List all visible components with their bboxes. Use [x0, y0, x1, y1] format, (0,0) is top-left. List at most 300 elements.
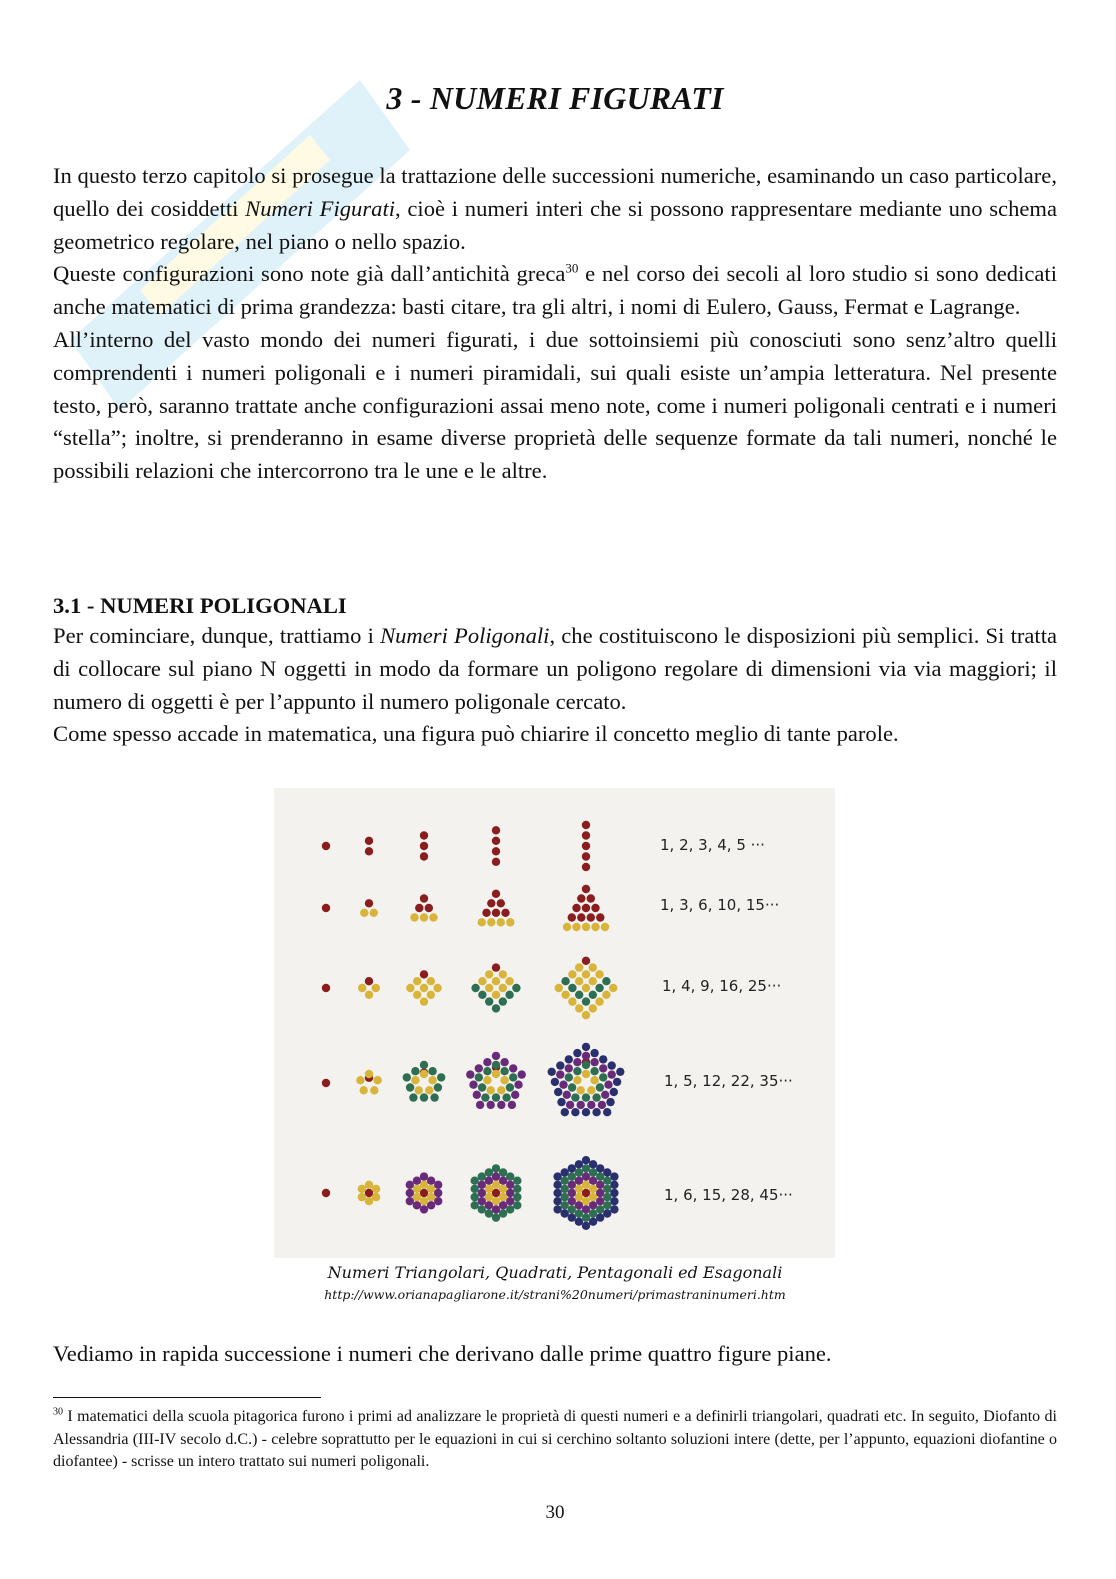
pentagon-dot: [411, 1067, 419, 1075]
sequence-label-triangular: 1, 3, 6, 10, 15···: [660, 896, 780, 914]
hexagon-dot: [420, 1181, 428, 1189]
pentagon-dot: [599, 1064, 607, 1072]
square-dot: [420, 984, 428, 992]
triangular-dot: [478, 918, 486, 926]
triangular-dot: [420, 913, 428, 921]
hexagon-dot: [372, 1193, 380, 1201]
hexagon-dot: [499, 1201, 507, 1209]
square-dot: [575, 991, 583, 999]
pentagon-dot: [492, 1070, 500, 1078]
pentagon-dot: [573, 1049, 581, 1057]
pentagon-dot: [360, 1086, 368, 1094]
pentagon-dot: [601, 1091, 609, 1099]
square-dot: [582, 1011, 590, 1019]
triangular-dot: [492, 909, 500, 917]
pentagon-dot: [356, 1076, 364, 1084]
hexagon-dot: [561, 1209, 569, 1217]
polygonal-dots-illustration: [274, 788, 835, 1258]
triangular-dot: [497, 918, 505, 926]
pentagon-dot: [492, 1052, 500, 1060]
pentagon-dot: [511, 1091, 519, 1099]
hexagon-dot: [358, 1193, 366, 1201]
square-dot: [365, 991, 373, 999]
pentagon-dot: [565, 1055, 573, 1063]
triangular-dot: [587, 894, 595, 902]
hexagon-dot: [582, 1181, 590, 1189]
square-dot: [485, 984, 493, 992]
pentagon-dot: [571, 1093, 579, 1101]
triangular-dot: [582, 885, 590, 893]
hexagon-dot: [603, 1209, 611, 1217]
hexagon-dot: [582, 1189, 590, 1197]
square-dot: [433, 984, 441, 992]
square-dot: [561, 991, 569, 999]
pentagon-dot: [596, 1083, 604, 1091]
hexagon-dot: [478, 1181, 486, 1189]
sequence-label-linear: 1, 2, 3, 4, 5 ···: [660, 836, 765, 854]
hexagon-dot: [603, 1193, 611, 1201]
square-dot: [568, 997, 576, 1005]
triangular-dot: [506, 918, 514, 926]
linear-dot: [420, 842, 428, 850]
hexagon-dot: [513, 1177, 521, 1185]
pentagon-dot: [563, 1091, 571, 1099]
pentagon-dot: [475, 1064, 483, 1072]
triangular-dot: [591, 923, 599, 931]
square-dot: [589, 977, 597, 985]
triangular-dot: [568, 913, 576, 921]
hexagon-dot: [575, 1177, 583, 1185]
hexagon-dot: [513, 1193, 521, 1201]
hexagon-dot: [596, 1205, 604, 1213]
hexagon-dot: [575, 1218, 583, 1226]
hexagon-dot: [596, 1189, 604, 1197]
linear-dot: [582, 842, 590, 850]
chapter-intro: [53, 160, 1057, 488]
pentagon-dot: [590, 1067, 598, 1075]
pentagon-dot: [518, 1070, 526, 1078]
sequence-label-pentagonal: 1, 5, 12, 22, 35···: [664, 1072, 793, 1090]
pentagon-dot: [587, 1101, 595, 1109]
pentagon-dot: [437, 1073, 445, 1081]
hexagon-dot: [568, 1181, 576, 1189]
pentagon-dot: [582, 1108, 590, 1116]
triangular-dot: [596, 913, 604, 921]
triangular-dot: [601, 923, 609, 931]
pentagon-dot: [568, 1083, 576, 1091]
linear-dot: [322, 842, 330, 850]
linear-dot: [420, 852, 428, 860]
linear-dot: [582, 831, 590, 839]
hexagon-dot: [568, 1205, 576, 1213]
pentagon-dot: [556, 1070, 564, 1078]
hexagon-dot: [506, 1205, 514, 1213]
square-dot: [595, 984, 603, 992]
square-dot: [499, 984, 507, 992]
pentagon-dot: [592, 1108, 600, 1116]
pentagon-dot: [483, 1058, 491, 1066]
square-dot: [589, 1004, 597, 1012]
pentagon-dot: [500, 1058, 508, 1066]
square-dot: [492, 963, 500, 971]
square-dot: [485, 997, 493, 1005]
hexagon-dot: [471, 1185, 479, 1193]
square-dot: [492, 1004, 500, 1012]
pentagon-dot: [592, 1093, 600, 1101]
hexagon-dot: [420, 1205, 428, 1213]
square-dot: [358, 984, 366, 992]
triangular-dot: [492, 890, 500, 898]
hexagon-dot: [553, 1189, 561, 1197]
square-dot: [499, 970, 507, 978]
square-dot: [568, 970, 576, 978]
hexagon-dot: [492, 1197, 500, 1205]
pentagon-dot: [487, 1086, 495, 1094]
pentagon-dot: [577, 1086, 585, 1094]
pentagon-dot: [466, 1070, 474, 1078]
pentagon-dot: [428, 1076, 436, 1084]
hexagon-dot: [478, 1189, 486, 1197]
square-dot: [575, 1004, 583, 1012]
hexagon-dot: [603, 1168, 611, 1176]
square-dot: [505, 991, 513, 999]
hexagon-dot: [589, 1218, 597, 1226]
hexagon-dot: [610, 1189, 618, 1197]
square-dot: [420, 997, 428, 1005]
pentagon-dot: [582, 1070, 590, 1078]
hexagon-dot: [420, 1172, 428, 1180]
hexagon-dot: [471, 1193, 479, 1201]
pentagon-dot: [565, 1073, 573, 1081]
square-dot: [561, 977, 569, 985]
square-dot: [365, 977, 373, 985]
hexagon-dot: [568, 1172, 576, 1180]
pentagon-dot: [415, 1086, 423, 1094]
square-dot: [322, 984, 330, 992]
pentagon-dot: [420, 1093, 428, 1101]
figure-source-url[interactable]: http://www.orianapagliarone.it/strani%20numeri/primastraninumeri.htm: [324, 1287, 786, 1302]
triangular-dot: [420, 894, 428, 902]
hexagon-dot: [372, 1185, 380, 1193]
hexagon-dot: [513, 1201, 521, 1209]
hexagon-dot: [582, 1156, 590, 1164]
linear-dot: [365, 837, 373, 845]
pentagon-dot: [573, 1067, 581, 1075]
hexagon-dot: [499, 1193, 507, 1201]
linear-dot: [365, 847, 373, 855]
hexagon-dot: [553, 1197, 561, 1205]
triangular-dot: [572, 904, 580, 912]
hexagon-dot: [596, 1197, 604, 1205]
hexagon-dot: [610, 1172, 618, 1180]
triangular-dot: [487, 918, 495, 926]
hexagon-dot: [492, 1213, 500, 1221]
pentagon-dot: [608, 1070, 616, 1078]
square-dot: [427, 991, 435, 999]
square-dot: [589, 991, 597, 999]
hexagon-dot: [568, 1164, 576, 1172]
dot-patterns: [322, 821, 625, 1230]
section-heading: 3.1 - NUMERI POLIGONALI: [53, 593, 347, 618]
hexagon-dot: [561, 1193, 569, 1201]
pentagon-dot: [483, 1076, 491, 1084]
section-paragraph-2: Come spesso accade in matematica, una figura può chiarire il concetto meglio di tante parole.: [53, 721, 899, 747]
hexagon-dot: [582, 1164, 590, 1172]
square-dot: [492, 977, 500, 985]
triangular-dot: [577, 894, 585, 902]
pentagon-dot: [613, 1078, 621, 1086]
hexagon-dot: [582, 1213, 590, 1221]
footnote-reference[interactable]: 30: [565, 260, 579, 276]
pentagon-dot: [509, 1073, 517, 1081]
hexagon-dot: [553, 1172, 561, 1180]
hexagon-dot: [434, 1197, 442, 1205]
hexagon-dot: [561, 1177, 569, 1185]
linear-dot: [582, 852, 590, 860]
pentagon-dot: [469, 1081, 477, 1089]
pentagon-dot: [473, 1091, 481, 1099]
hexagon-dot: [485, 1185, 493, 1193]
triangular-dot: [497, 899, 505, 907]
pentagon-dot: [420, 1061, 428, 1069]
hexagon-dot: [506, 1181, 514, 1189]
hexagon-dot: [485, 1201, 493, 1209]
hexagon-dot: [499, 1177, 507, 1185]
square-dot: [582, 957, 590, 965]
hexagon-dot: [568, 1189, 576, 1197]
pentagon-dot: [428, 1067, 436, 1075]
hexagon-dot: [506, 1189, 514, 1197]
footnote: [53, 1406, 1057, 1474]
pentagon-dot: [587, 1086, 595, 1094]
linear-dot: [492, 826, 500, 834]
pentagon-dot: [606, 1098, 614, 1106]
hexagon-dot: [406, 1197, 414, 1205]
pentagon-dot: [506, 1083, 514, 1091]
triangular-dot: [429, 913, 437, 921]
hexagon-dot: [582, 1172, 590, 1180]
square-dot: [595, 997, 603, 1005]
square-dot: [582, 997, 590, 1005]
pentagon-dot: [370, 1086, 378, 1094]
square-dot: [499, 997, 507, 1005]
hexagon-dot: [499, 1168, 507, 1176]
pentagon-dot: [610, 1088, 618, 1096]
pentagon-dot: [582, 1043, 590, 1051]
hexagon-dot: [589, 1193, 597, 1201]
hexagon-dot: [553, 1205, 561, 1213]
pentagon-dot: [561, 1108, 569, 1116]
pentagon-dot: [409, 1093, 417, 1101]
footnote-marker: 30: [53, 1406, 63, 1418]
pentagon-dot: [365, 1070, 373, 1078]
hexagon-dot: [427, 1193, 435, 1201]
hexagon-dot: [427, 1177, 435, 1185]
pentagon-dot: [508, 1101, 516, 1109]
square-dot: [582, 970, 590, 978]
polygonal-numbers-figure: [274, 788, 835, 1258]
footnote-text: I matematici della scuola pitagorica furono i primi ad analizzare le proprietà di questi numeri e a definirli triangolari, quadrati etc. In seguito, Diofanto di Alessandria (III-IV secolo d.C.) - celebre soprattutto per le equazioni in cui si cerchino soltanto soluzioni intere (dette, per l’appunto, equazioni diofantine o diofantee) - scrisse un intero trattato sui numeri poligonali.: [53, 1408, 1058, 1470]
pentagon-dot: [599, 1073, 607, 1081]
hexagon-dot: [610, 1181, 618, 1189]
linear-dot: [582, 863, 590, 871]
hexagon-dot: [413, 1185, 421, 1193]
triangular-dot: [365, 899, 373, 907]
pentagon-dot: [502, 1093, 510, 1101]
pentagon-dot: [500, 1067, 508, 1075]
pentagon-dot: [573, 1076, 581, 1084]
pentagon-dot: [616, 1068, 624, 1076]
page-number: 30: [545, 1502, 565, 1523]
pentagon-dot: [557, 1098, 565, 1106]
hexagon-dot: [485, 1209, 493, 1217]
hexagon-dot: [420, 1189, 428, 1197]
pentagon-dot: [582, 1061, 590, 1069]
pentagon-dot: [582, 1052, 590, 1060]
pentagon-dot: [406, 1083, 414, 1091]
hexagon-dot: [413, 1201, 421, 1209]
square-dot: [413, 991, 421, 999]
triangular-dot: [587, 913, 595, 921]
square-dot: [602, 977, 610, 985]
hexagon-dot: [568, 1197, 576, 1205]
triangular-dot: [572, 923, 580, 931]
section-paragraph-1: Per cominciare, dunque, trattiamo i Numeri Poligonali, che costituiscono le disposizioni più semplici. Si tratta di collocare sul piano N oggetti in modo da formare un poligono regolare di dimensioni via via maggiori; il numero di oggetti è per l’appunto il numero poligonale cercato.: [53, 623, 1058, 714]
hexagon-dot: [589, 1201, 597, 1209]
hexagon-dot: [478, 1197, 486, 1205]
linear-dot: [492, 858, 500, 866]
pentagon-dot: [483, 1067, 491, 1075]
hexagon-dot: [478, 1205, 486, 1213]
section-body: [53, 620, 1057, 751]
sequence-label-hexagonal: 1, 6, 15, 28, 45···: [664, 1186, 793, 1204]
triangular-dot: [591, 904, 599, 912]
triangular-dot: [563, 923, 571, 931]
pentagon-dot: [492, 1061, 500, 1069]
hexagon-dot: [492, 1172, 500, 1180]
linear-dot: [582, 821, 590, 829]
square-dot: [512, 984, 520, 992]
hexagon-dot: [365, 1181, 373, 1189]
sequence-label-square: 1, 4, 9, 16, 25···: [662, 977, 782, 995]
pentagon-dot: [434, 1083, 442, 1091]
hexagon-dot: [603, 1177, 611, 1185]
hexagon-dot: [471, 1201, 479, 1209]
pentagon-dot: [411, 1076, 419, 1084]
triangular-dot: [360, 909, 368, 917]
square-dot: [575, 963, 583, 971]
emphasis-numeri-figurati: Numeri Figurati: [245, 195, 395, 221]
hexagon-dot: [499, 1185, 507, 1193]
figure-caption: Numeri Triangolari, Quadrati, Pentagonali ed Esagonali: [327, 1263, 783, 1282]
square-dot: [478, 991, 486, 999]
linear-dot: [420, 831, 428, 839]
pentagon-dot: [509, 1064, 517, 1072]
hexagon-dot: [513, 1185, 521, 1193]
triangular-dot: [370, 909, 378, 917]
hexagon-dot: [596, 1172, 604, 1180]
pentagon-dot: [475, 1073, 483, 1081]
pentagon-dot: [598, 1101, 606, 1109]
hexagon-dot: [596, 1213, 604, 1221]
hexagon-dot: [575, 1168, 583, 1176]
pentagon-dot: [492, 1093, 500, 1101]
hexagon-dot: [561, 1201, 569, 1209]
square-dot: [505, 977, 513, 985]
pentagon-dot: [566, 1101, 574, 1109]
hexagon-dot: [589, 1160, 597, 1168]
square-dot: [568, 984, 576, 992]
triangular-dot: [577, 913, 585, 921]
hexagon-dot: [492, 1205, 500, 1213]
pentagon-dot: [573, 1058, 581, 1066]
intro-paragraph-3: All’interno del vasto mondo dei numeri figurati, i due sottoinsiemi più conosciuti sono senz’altro quelli comprendenti i numeri poligonali e i numeri piramidali, sui quali esiste un’ampia letteratura. Nel presente testo, però, saranno trattate anche configurazioni assai meno note, come i numeri poligonali centrati e i numeri “stella”; inoltre, si prenderanno in esame diverse proprietà delle sequenze formate da tali numeri, nonché le possibili relazioni che intercorrono tra le une e le altre.: [53, 326, 1057, 484]
pentagon-dot: [571, 1108, 579, 1116]
hexagon-dot: [492, 1189, 500, 1197]
pentagon-dot: [420, 1070, 428, 1078]
hexagon-dot: [427, 1201, 435, 1209]
hexagon-dot: [358, 1185, 366, 1193]
pentagon-dot: [565, 1064, 573, 1072]
hexagon-dot: [413, 1193, 421, 1201]
hexagon-dot: [506, 1197, 514, 1205]
hexagon-dot: [365, 1189, 373, 1197]
square-dot: [582, 984, 590, 992]
pentagon-dot: [582, 1093, 590, 1101]
hexagon-dot: [589, 1185, 597, 1193]
hexagon-dot: [575, 1201, 583, 1209]
square-dot: [406, 984, 414, 992]
square-dot: [485, 970, 493, 978]
hexagon-dot: [365, 1197, 373, 1205]
triangular-dot: [582, 923, 590, 931]
hexagon-dot: [582, 1197, 590, 1205]
triangular-dot: [482, 909, 490, 917]
hexagon-dot: [610, 1205, 618, 1213]
pentagon-dot: [500, 1076, 508, 1084]
hexagon-dot: [434, 1181, 442, 1189]
footnote-divider: [53, 1397, 321, 1398]
pentagon-dot: [590, 1076, 598, 1084]
square-dot: [492, 991, 500, 999]
pentagon-dot: [514, 1081, 522, 1089]
square-dot: [427, 977, 435, 985]
pentagon-dot: [497, 1086, 505, 1094]
pentagon-dot: [481, 1093, 489, 1101]
hexagon-dot: [485, 1177, 493, 1185]
intro-paragraph-1: In questo terzo capitolo si prosegue la trattazione delle successioni numeriche, esaminando un caso particolare, quello dei cosiddetti Numeri Figurati, cioè i numeri interi che si possono rappresentare mediante uno schema geometrico regolare, nel piano o nello spazio.: [53, 163, 1057, 254]
pentagon-dot: [425, 1086, 433, 1094]
emphasis-numeri-poligonali: Numeri Poligonali: [380, 623, 550, 648]
pentagon-dot: [322, 1079, 330, 1087]
hexagon-dot: [575, 1193, 583, 1201]
hexagon-dot: [506, 1172, 514, 1180]
hexagon-dot: [582, 1205, 590, 1213]
hexagon-dot: [406, 1189, 414, 1197]
hexagon-dot: [589, 1209, 597, 1217]
triangular-dot: [322, 904, 330, 912]
hexagon-dot: [413, 1177, 421, 1185]
square-dot: [609, 984, 617, 992]
pentagon-dot: [590, 1049, 598, 1057]
hexagon-dot: [492, 1164, 500, 1172]
pentagon-dot: [603, 1108, 611, 1116]
triangular-dot: [425, 904, 433, 912]
square-dot: [471, 984, 479, 992]
hexagon-dot: [561, 1185, 569, 1193]
hexagon-dot: [589, 1168, 597, 1176]
hexagon-dot: [322, 1189, 330, 1197]
